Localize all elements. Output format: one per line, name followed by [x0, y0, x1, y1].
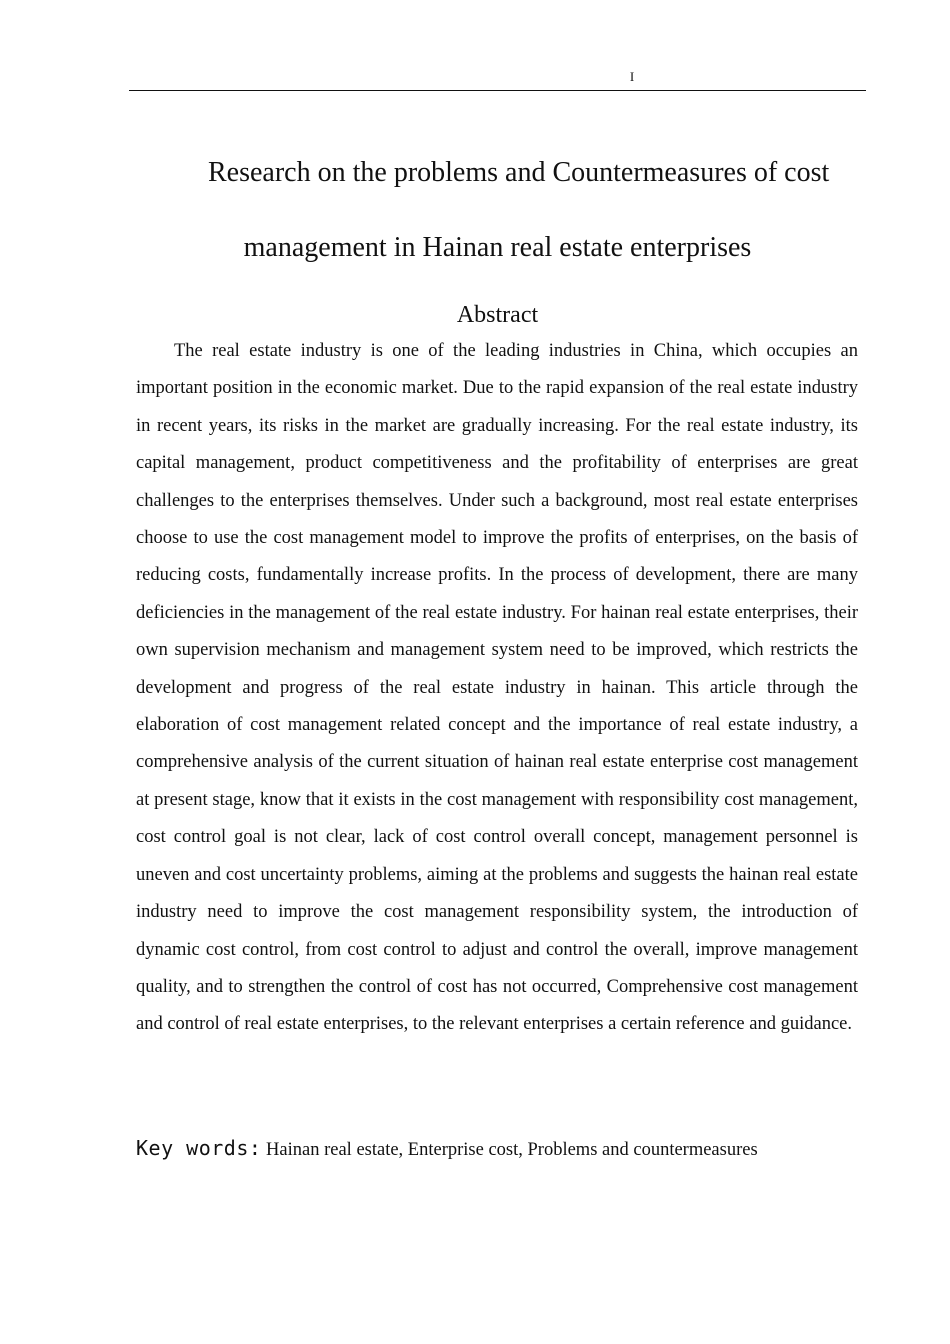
keywords-label: Key words:: [136, 1136, 262, 1160]
header-divider: [129, 90, 866, 91]
paper-title-line-1: Research on the problems and Countermeasures of cost: [208, 157, 830, 188]
abstract-heading: Abstract: [456, 302, 539, 328]
keywords-value: Hainan real estate, Enterprise cost, Problems and countermeasures: [266, 1140, 758, 1160]
paper-title-line-2: management in Hainan real estate enterprises: [243, 232, 752, 263]
page-number: I: [629, 69, 635, 84]
abstract-body: The real estate industry is one of the leading industries in China, which occupies an important position in the economic market. Due to the rapid expansion of the real estate industry in recent years, its risks in the market are gradually increasing. For the real estate industry, its capital management, product competitiveness and the profitability of enterprises are great challenges to the enterprises themselves. Under such a background, most real estate enterprises choose to use the cost management model to improve the profits of enterprises, on the basis of reducing costs, fundamentally increase profits. In the process of development, there are many deficiencies in the management of the real estate industry. For hainan real estate enterprises, their own supervision mechanism and management system need to be improved, which restricts the development and progress of the real estate industry in hainan. This article through the elaboration of cost management related concept and the importance of real estate industry, a comprehensive analysis of the current situation of hainan real estate enterprise cost management at present stage, know that it exists in the cost management with responsibility cost management, cost control goal is not clear, lack of cost control overall concept, management personnel is uneven and cost uncertainty problems, aiming at the problems and suggests the hainan real estate industry need to improve the cost management responsibility system, the introduction of dynamic cost control, from cost control to adjust and control the overall, improve management quality, and to strengthen the control of cost has not occurred, Comprehensive cost management and control of real estate enterprises, to the relevant enterprises a certain reference and guidance.: [136, 341, 858, 1035]
keywords-line: [136, 1133, 858, 1165]
